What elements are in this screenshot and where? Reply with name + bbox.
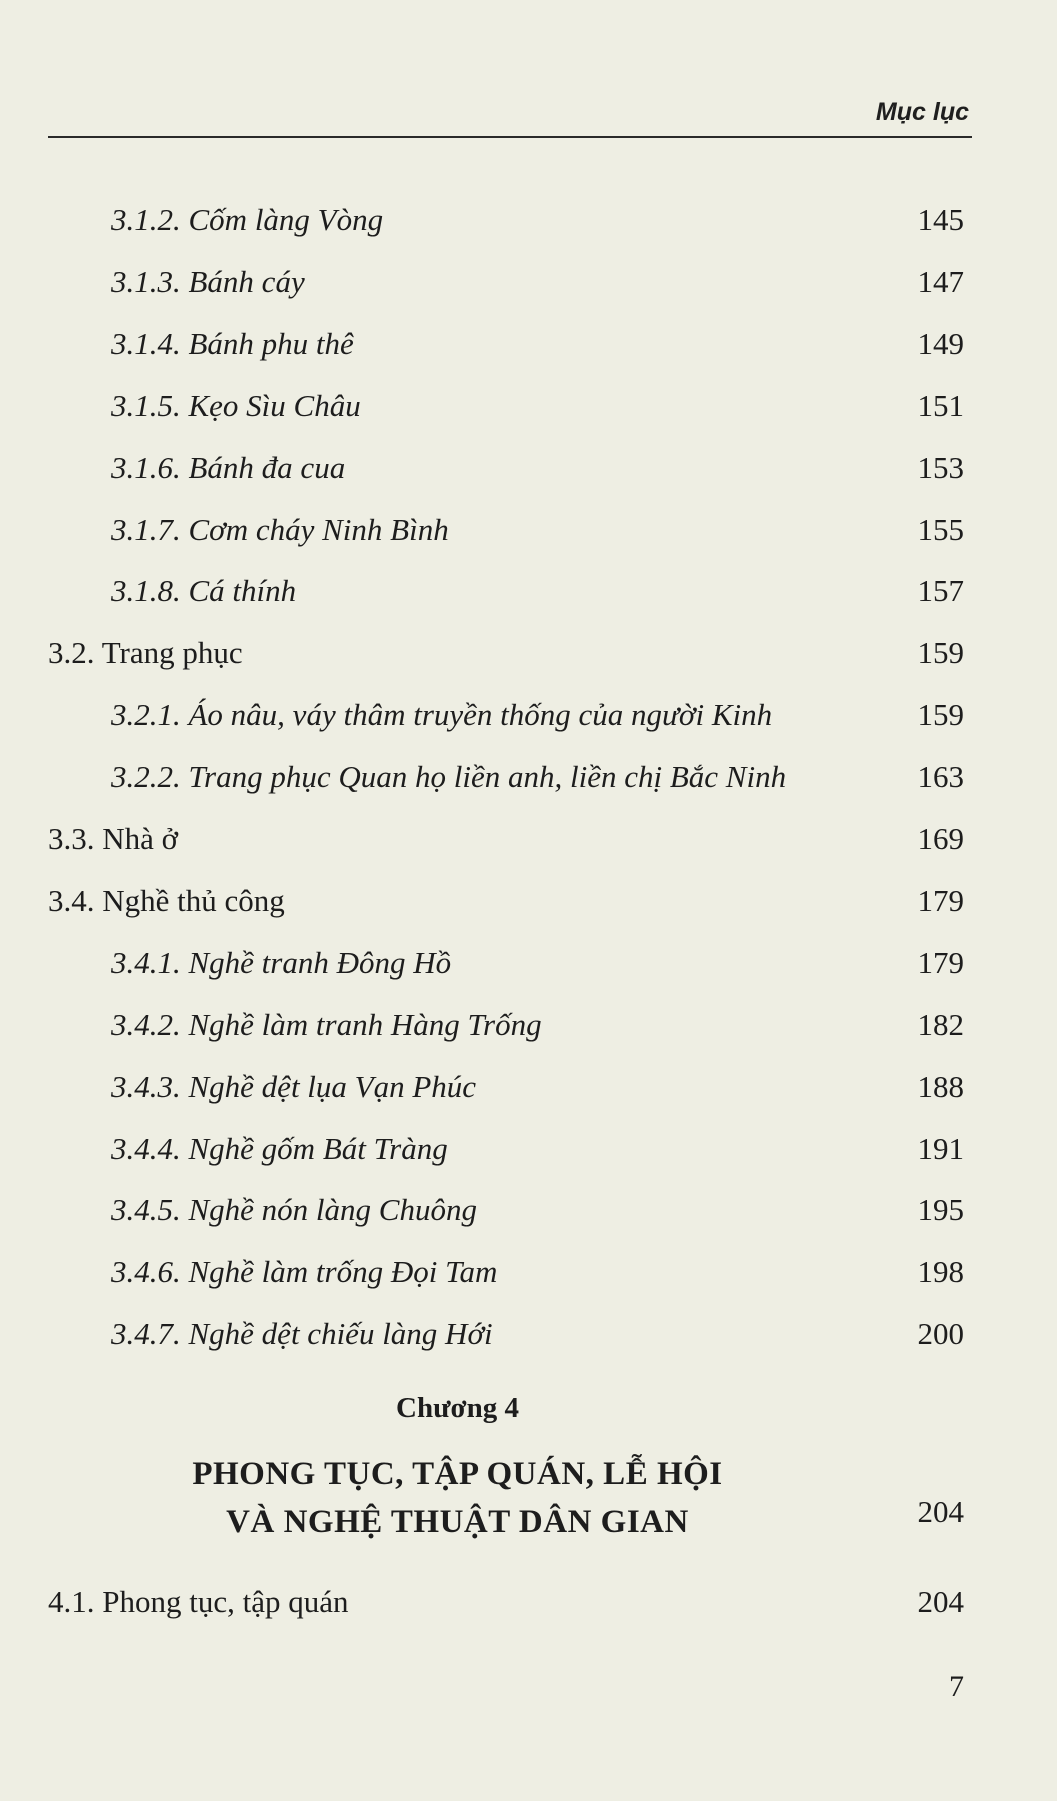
toc-entry-page: 159 (917, 635, 964, 671)
toc-row (0, 1580, 1057, 1624)
toc-entry-label: 3.4.5. Nghề nón làng Chuông (111, 1192, 477, 1228)
toc-entry-page: 153 (917, 449, 964, 485)
toc-row (0, 1250, 1057, 1294)
toc-entry-label: 3.1.7. Cơm cháy Ninh Bình (111, 511, 449, 547)
toc-entry-label: 3.1.6. Bánh đa cua (111, 449, 346, 485)
toc-entry-page: 157 (917, 573, 964, 609)
header-title: Mục lục (875, 98, 969, 126)
toc-entry-page: 191 (917, 1130, 964, 1166)
chapter-label: Chương 4 (396, 1392, 519, 1424)
toc-entry-page: 169 (917, 821, 964, 856)
toc-entry-label: 3.1.2. Cốm làng Vòng (111, 202, 384, 237)
toc-row (0, 1127, 1057, 1171)
toc-entry-label: 3.1.5. Kẹo Sìu Châu (111, 387, 361, 423)
toc-entry-page: 198 (917, 1254, 964, 1290)
toc-entry-label: 3.4. Nghề thủ công (48, 882, 285, 918)
toc-entry-label: 3.4.7. Nghề dệt chiếu làng Hới (111, 1316, 493, 1352)
toc-entry-page: 182 (917, 1006, 964, 1042)
toc-entry-page: 155 (917, 511, 964, 547)
toc-row (0, 1065, 1057, 1109)
toc-entry-label: 3.1.8. Cá thính (111, 573, 297, 609)
toc-entry-page: 179 (917, 882, 964, 918)
toc-entry-label: 3.2.1. Áo nâu, váy thâm truyền thống của người Kinh (111, 697, 773, 733)
toc-row (0, 693, 1057, 737)
toc-row (0, 755, 1057, 799)
toc-entry-label: 4.1. Phong tục, tập quán (48, 1584, 349, 1619)
toc-entry-page: 151 (917, 387, 964, 423)
toc-row (0, 508, 1057, 552)
header-rule (48, 136, 972, 138)
toc-entry-label: 3.4.4. Nghề gốm Bát Tràng (111, 1130, 448, 1166)
toc-entry-label: 3.2. Trang phục (48, 635, 243, 671)
toc-entry-label: 3.4.2. Nghề làm tranh Hàng Trống (111, 1006, 542, 1042)
toc-entry-page: 200 (917, 1316, 964, 1352)
toc-row (0, 1003, 1057, 1047)
page-number: 7 (949, 1670, 964, 1703)
toc-row (0, 1188, 1057, 1232)
toc-entry-label: 3.4.1. Nghề tranh Đông Hồ (111, 944, 452, 980)
toc-row (0, 384, 1057, 428)
toc-entry-page: 145 (917, 202, 964, 237)
toc-entry-page: 179 (917, 944, 964, 980)
toc-entry-label: 3.4.6. Nghề làm trống Đọi Tam (111, 1254, 498, 1290)
toc-row (0, 1312, 1057, 1356)
toc-row (0, 198, 1057, 242)
chapter-title-line-1: PHONG TỤC, TẬP QUÁN, LỄ HỘI (192, 1456, 723, 1492)
toc-row (0, 941, 1057, 985)
toc-row (0, 631, 1057, 675)
toc-entry-page: 159 (917, 697, 964, 733)
chapter-title-line-2: VÀ NGHỆ THUẬT DÂN GIAN (226, 1504, 689, 1540)
toc-row (0, 817, 1057, 861)
toc-row (0, 446, 1057, 490)
toc-row (0, 879, 1057, 923)
toc-entry-label: 3.3. Nhà ở (48, 821, 179, 856)
toc-row (0, 569, 1057, 613)
toc-entry-label: 3.1.3. Bánh cáy (111, 263, 305, 299)
toc-entry-label: 3.4.3. Nghề dệt lụa Vạn Phúc (111, 1068, 477, 1104)
toc-entry-page: 188 (917, 1068, 964, 1104)
toc-row (0, 260, 1057, 304)
toc-entry-page: 204 (917, 1584, 964, 1619)
toc-entry-page: 195 (917, 1192, 964, 1228)
toc-entry-page: 163 (917, 759, 964, 795)
toc-entry-page: 149 (917, 325, 964, 361)
toc-entry-label: 3.1.4. Bánh phu thê (111, 325, 354, 361)
toc-row (0, 322, 1057, 366)
chapter-page: 204 (917, 1494, 964, 1529)
toc-entry-page: 147 (917, 263, 964, 299)
toc-entry-label: 3.2.2. Trang phục Quan họ liền anh, liền chị Bắc Ninh (111, 759, 787, 795)
